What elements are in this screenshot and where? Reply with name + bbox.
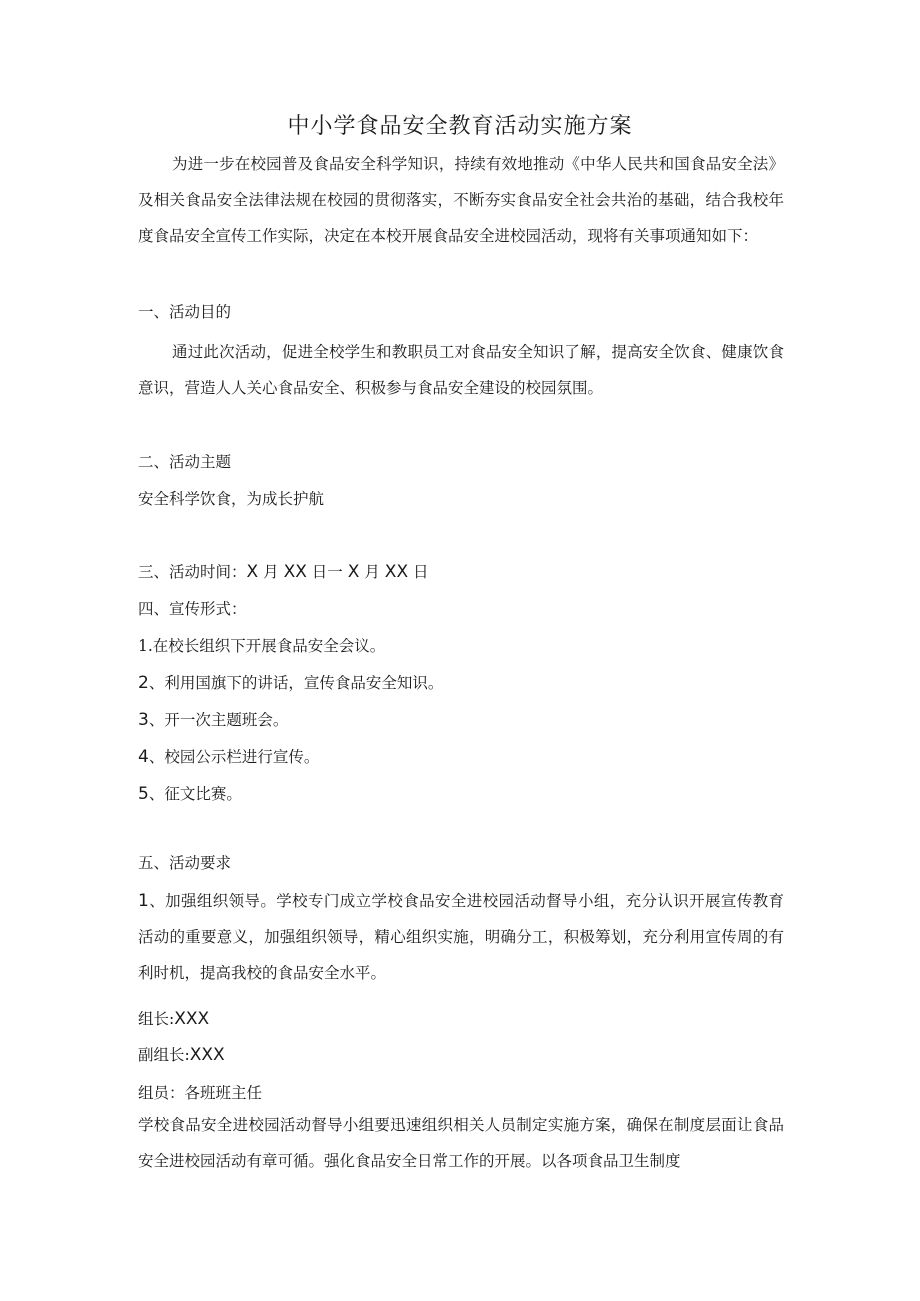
section-4-item-5 [138,779,784,809]
time-month-label-1: 月 [263,563,279,581]
group-leader-value: XXX [174,1009,210,1029]
section-4-item-3 [138,705,784,735]
section-4-item-2 [138,668,784,698]
section-2-body: 安全科学饮食，为成长护航 [138,490,325,508]
time-end-month-placeholder: X [347,562,360,582]
time-start-month-placeholder: X [246,562,259,582]
time-month-label-2: 月 [364,563,380,581]
deputy-leader [138,1040,784,1070]
group-leader [138,1004,784,1034]
item-number: 3 [138,710,149,730]
item-text: 、开一次主题班会。 [148,711,289,729]
requirement-text: 、加强组织领导。学校专门成立学校食品安全进校园活动督导小组，充分认识开展宣传教育活动的重要意义，加强组织领导，精心组织实施，明确分工，积极筹划，充分利用宣传周的有利时机，提高我校的食品安全水平。 [138,892,784,982]
section-4-item-1: 1.在校长组织下开展食品安全会议。 [138,637,386,655]
time-start-day-placeholder: XX [283,562,307,582]
deputy-leader-value: XXX [189,1045,225,1065]
section-4-heading: 四、宣传形式： [138,600,247,618]
section-1-heading: 一、活动目的 [138,303,232,321]
section-3-label: 三、活动时间： [138,563,247,581]
item-number: 2 [138,673,149,693]
section-1-body: 通过此次活动，促进全校学生和教职员工对食品安全知识了解，提高安全饮食、健康饮食意识，营造人人关心食品安全、积极参与食品安全建设的校园氛围。 [138,343,784,397]
item-number: 4 [138,747,149,767]
time-day-label-1: 日一 [311,563,343,581]
section-2-heading: 二、活动主题 [138,453,232,471]
item-text: 、校园公示栏进行宣传。 [148,748,320,766]
section-5-requirement-1 [138,883,784,991]
section-5-heading: 五、活动要求 [138,854,232,872]
group-leader-label: 组长: [138,1010,175,1028]
item-text: 、征文比赛。 [148,785,242,803]
intro-paragraph: 为进一步在校园普及食品安全科学知识，持续有效地推动《中华人民共和国食品安全法》及相关食品安全法律法规在校园的贯彻落实，不断夯实食品安全社会共治的基础，结合我校年度食品安全宣传工作实际，决定在本校开展食品安全进校园活动，现将有关事项通知如下： [138,155,784,245]
item-text: 、利用国旗下的讲话，宣传食品安全知识。 [148,674,444,692]
section-3-time [138,557,784,587]
closing-paragraph: 学校食品安全进校园活动督导小组要迅速组织相关人员制定实施方案，确保在制度层面让食品安全进校园活动有章可循。强化食品安全日常工作的开展。以各项食品卫生制度 [138,1116,784,1170]
section-4-item-4 [138,742,784,772]
document-title: 中小学食品安全教育活动实施方案 [287,114,633,139]
requirement-number: 1 [138,891,149,911]
time-end-day-placeholder: XX [384,562,409,582]
group-members: 组员：各班班主任 [138,1084,263,1102]
time-day-label-2: 日 [413,563,429,581]
item-number: 5 [138,784,149,804]
deputy-leader-label: 副组长: [138,1046,190,1064]
